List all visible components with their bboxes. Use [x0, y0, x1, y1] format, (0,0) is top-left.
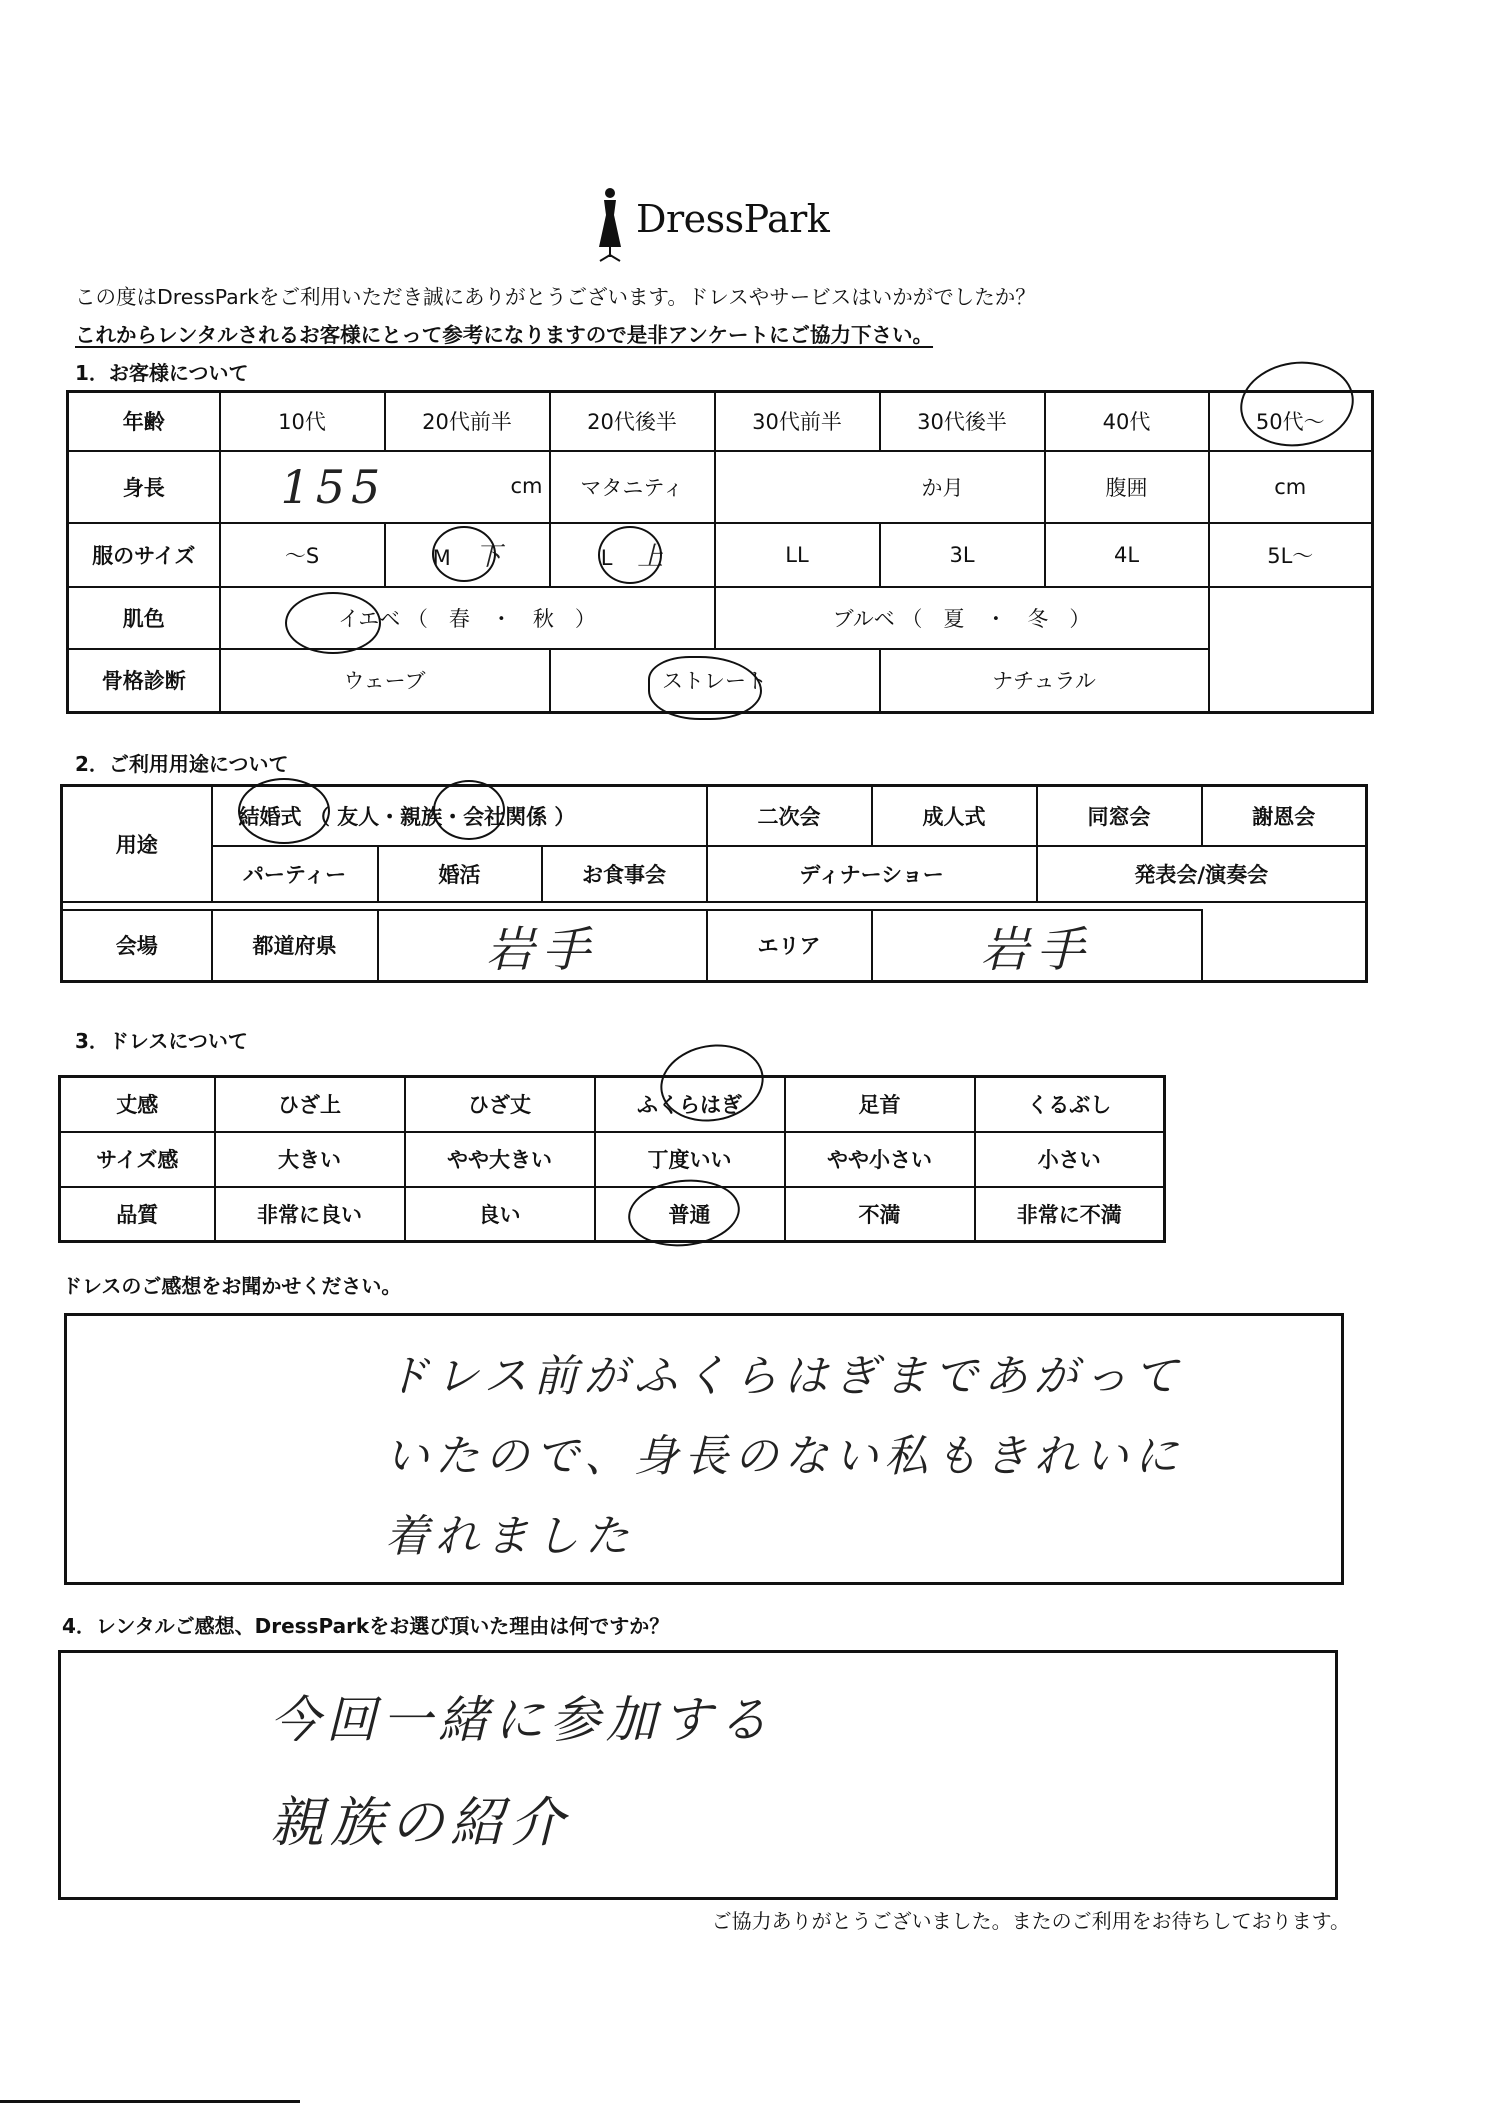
area-label: エリア — [707, 910, 872, 982]
frame-option[interactable]: ナチュラル — [880, 649, 1209, 713]
area-field[interactable] — [872, 910, 1202, 982]
purpose-option[interactable]: ディナーショー — [707, 846, 1037, 902]
reason-line: 今回一緒に参加する — [270, 1691, 774, 1749]
purpose-option[interactable]: 発表会/演奏会 — [1037, 846, 1367, 902]
quality-option[interactable]: 非常に良い — [215, 1187, 405, 1242]
closing-message: ご協力ありがとうございました。またのご利用をお待ちしております。 — [711, 1909, 1350, 1933]
length-option[interactable]: くるぶし — [975, 1077, 1165, 1132]
section1-title: 1．お客様について — [75, 361, 249, 385]
quality-option-selected[interactable]: 普通 — [595, 1187, 785, 1242]
frame-option[interactable]: ウェーブ — [220, 649, 550, 713]
purpose-wedding[interactable] — [212, 786, 707, 846]
usage-table — [60, 784, 1368, 983]
quality-option[interactable]: 不満 — [785, 1187, 975, 1242]
brand-name: DressPark — [636, 197, 830, 241]
section4-question: 4．レンタルご感想、DressParkをお選び頂いた理由は何ですか？ — [62, 1614, 670, 1638]
fit-option-selected[interactable]: 丁度いい — [595, 1132, 785, 1187]
blank-cell — [1202, 910, 1367, 982]
skin-warm-label: イエベ — [338, 606, 401, 631]
purpose-option[interactable]: 同窓会 — [1037, 786, 1202, 846]
size-option-label: L — [600, 546, 613, 570]
frame-label: 骨格診断 — [68, 649, 220, 713]
purpose-label: 用途 — [62, 786, 212, 902]
intro-line-2: これからレンタルされるお客様にとって参考になりますので是非アンケートにご協力下さい。 — [75, 323, 934, 347]
length-label: 丈感 — [60, 1077, 215, 1132]
age-option[interactable]: 20代前半 — [385, 392, 550, 451]
section3-title: 3．ドレスについて — [75, 1029, 248, 1053]
comment-question: ドレスのご感想をお聞かせください。 — [62, 1274, 402, 1298]
fit-label: サイズ感 — [60, 1132, 215, 1187]
purpose-option[interactable]: 二次会 — [707, 786, 872, 846]
size-option[interactable]: 4L — [1045, 523, 1209, 587]
fit-option[interactable]: やや小さい — [785, 1132, 975, 1187]
pref-field[interactable] — [378, 910, 707, 982]
pref-label: 都道府県 — [212, 910, 378, 982]
length-option[interactable]: 足首 — [785, 1077, 975, 1132]
size-option[interactable]: ～S — [220, 523, 385, 587]
purpose-option[interactable]: 婚活 — [378, 846, 542, 902]
section2-title: 2．ご利用用途について — [75, 752, 289, 776]
skin-cool[interactable] — [715, 587, 1209, 649]
quality-option[interactable]: 非常に不満 — [975, 1187, 1165, 1242]
purpose-wedding-label: 結婚式 — [238, 804, 302, 829]
fit-option[interactable]: 大きい — [215, 1132, 405, 1187]
age-option[interactable]: 10代 — [220, 392, 385, 451]
skin-cool-sub: （ 夏 ・ 冬 ） — [901, 606, 1091, 631]
purpose-option[interactable]: お食事会 — [542, 846, 707, 902]
divider — [0, 2100, 300, 2103]
blank-cell — [1209, 587, 1373, 649]
skin-label: 肌色 — [68, 587, 220, 649]
quality-label: 品質 — [60, 1187, 215, 1242]
purpose-option[interactable]: 成人式 — [872, 786, 1037, 846]
comment-line: 着れました — [385, 1511, 635, 1562]
height-value: 155 — [280, 459, 387, 514]
intro-line-1: この度はDressParkをご利用いただき誠にありがとうございます。ドレスやサービスはいかがでしたか？ — [75, 285, 1036, 309]
comment-line: いたので、身長のない私もきれいに — [385, 1431, 1185, 1482]
size-option[interactable]: 5L～ — [1209, 523, 1373, 587]
dress-icon — [590, 185, 630, 265]
quality-option[interactable]: 良い — [405, 1187, 595, 1242]
age-option[interactable]: 40代 — [1045, 392, 1209, 451]
brand-logo — [590, 185, 850, 265]
skin-warm-sub: （ 春 ・ 秋 ） — [406, 606, 596, 631]
waist-unit[interactable]: cm — [1209, 451, 1373, 523]
skin-cool-label: ブルベ — [832, 606, 895, 631]
fit-option[interactable]: やや大きい — [405, 1132, 595, 1187]
spacer — [62, 902, 1367, 910]
size-option-selected[interactable] — [385, 523, 550, 587]
age-option-selected[interactable]: 50代～ — [1209, 392, 1373, 451]
purpose-option[interactable]: パーティー — [212, 846, 378, 902]
height-label: 身長 — [68, 451, 220, 523]
pref-value: 岩手 — [486, 921, 599, 978]
comment-line: ドレス前がふくらはぎまであがって — [385, 1351, 1184, 1402]
size-option-label: M — [432, 546, 451, 570]
size-note: 上 — [637, 542, 664, 572]
size-option[interactable]: LL — [715, 523, 880, 587]
length-option[interactable]: ひざ上 — [215, 1077, 405, 1132]
age-option[interactable]: 30代前半 — [715, 392, 880, 451]
size-option[interactable]: 3L — [880, 523, 1045, 587]
maternity-months[interactable]: か月 — [715, 451, 1045, 523]
maternity-label: マタニティ — [550, 451, 715, 523]
height-unit: cm — [510, 473, 543, 498]
dress-table — [58, 1075, 1166, 1243]
reason-line: 親族の紹介 — [270, 1791, 570, 1854]
frame-option-selected[interactable]: ストレート — [550, 649, 880, 713]
waist-label: 腹囲 — [1045, 451, 1209, 523]
purpose-option[interactable]: 謝恩会 — [1202, 786, 1367, 846]
age-option[interactable]: 30代後半 — [880, 392, 1045, 451]
age-option[interactable]: 20代後半 — [550, 392, 715, 451]
age-label: 年齢 — [68, 392, 220, 451]
skin-warm[interactable] — [220, 587, 715, 649]
purpose-wedding-sub: （ 友人・親族・会社関係 ） — [308, 804, 576, 829]
height-field[interactable] — [220, 451, 550, 523]
venue-label: 会場 — [62, 910, 212, 982]
area-value: 岩手 — [980, 921, 1093, 978]
blank-cell — [1209, 649, 1373, 713]
customer-table — [66, 390, 1374, 714]
size-note: 下 — [475, 542, 502, 572]
length-option-selected[interactable]: ふくらはぎ — [595, 1077, 785, 1132]
fit-option[interactable]: 小さい — [975, 1132, 1165, 1187]
length-option[interactable]: ひざ丈 — [405, 1077, 595, 1132]
size-option-selected[interactable] — [550, 523, 715, 587]
size-label: 服のサイズ — [68, 523, 220, 587]
